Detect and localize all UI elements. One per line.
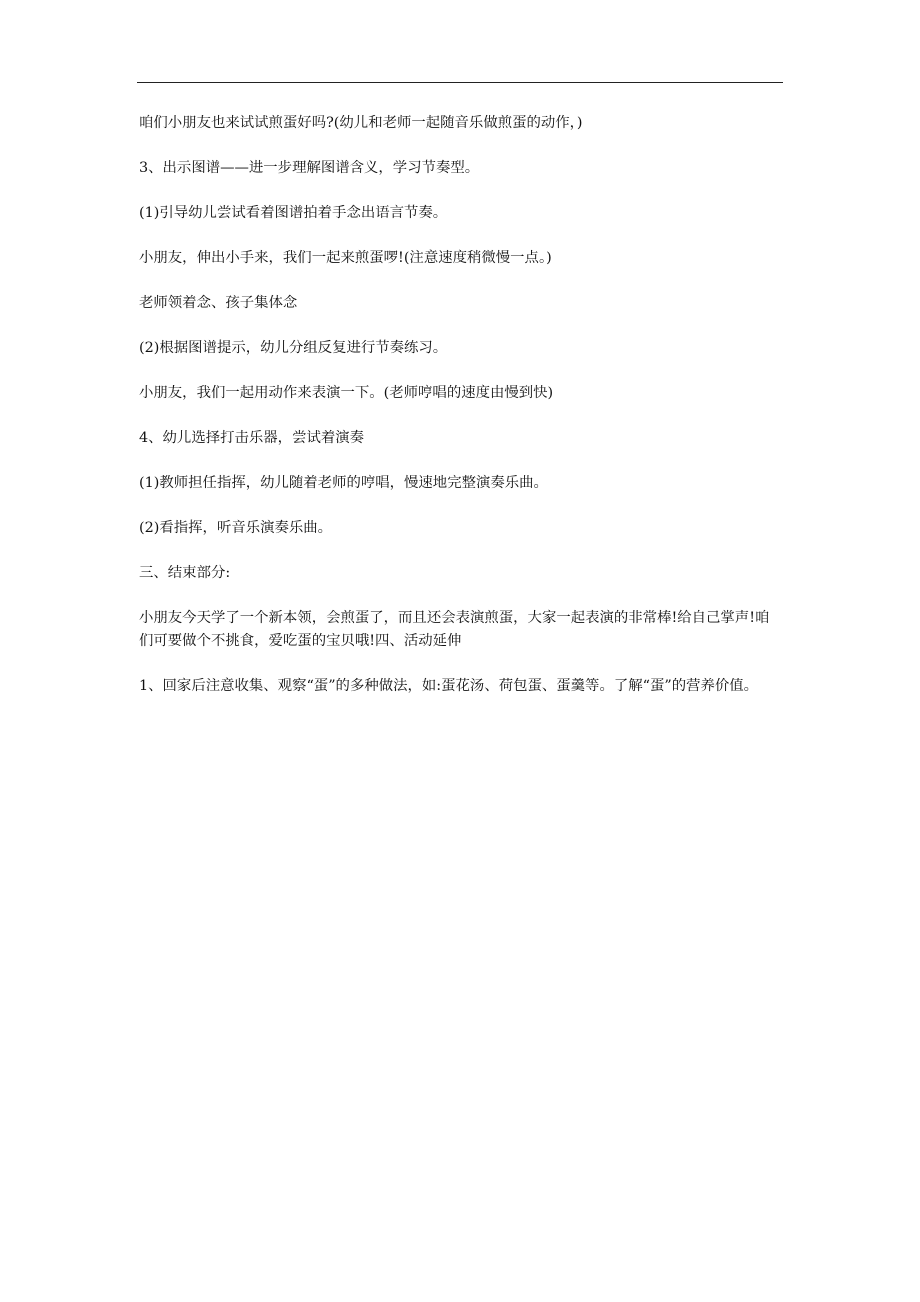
paragraph-10: (2)看指挥，听音乐演奏乐曲。 — [139, 520, 333, 536]
paragraph-4: 小朋友，伸出小手来，我们一起来煎蛋啰!(注意速度稍微慢一点。) — [139, 250, 552, 266]
paragraph-1: 咱们小朋友也来试试煎蛋好吗?(幼儿和老师一起随音乐做煎蛋的动作，) — [139, 115, 583, 131]
section-heading-ending: 三、结束部分: — [139, 565, 231, 581]
paragraph-12: 小朋友今天学了一个新本领，会煎蛋了，而且还会表演煎蛋，大家一起表演的非常棒!给自己掌声!咱们可要做个不挑食，爱吃蛋的宝贝哦!四、活动延伸 — [139, 610, 770, 649]
document-body — [139, 112, 783, 720]
paragraph-8: 4、幼儿选择打击乐器，尝试着演奏 — [139, 430, 365, 446]
paragraph-9: (1)教师担任指挥，幼儿随着老师的哼唱，慢速地完整演奏乐曲。 — [139, 475, 548, 491]
paragraph-5: 老师领着念、孩子集体念 — [139, 295, 298, 311]
paragraph-3: (1)引导幼儿尝试看着图谱拍着手念出语言节奏。 — [139, 205, 448, 221]
paragraph-2: 3、出示图谱——进一步理解图谱含义，学习节奏型。 — [139, 160, 480, 176]
paragraph-13: 1、回家后注意收集、观察“蛋”的多种做法，如:蛋花汤、荷包蛋、蛋羹等。了解“蛋”的营养价值。 — [139, 678, 759, 694]
paragraph-7: 小朋友，我们一起用动作来表演一下。(老师哼唱的速度由慢到快) — [139, 385, 554, 401]
header-rule — [137, 82, 783, 83]
paragraph-6: (2)根据图谱提示，幼儿分组反复进行节奏练习。 — [139, 340, 448, 356]
